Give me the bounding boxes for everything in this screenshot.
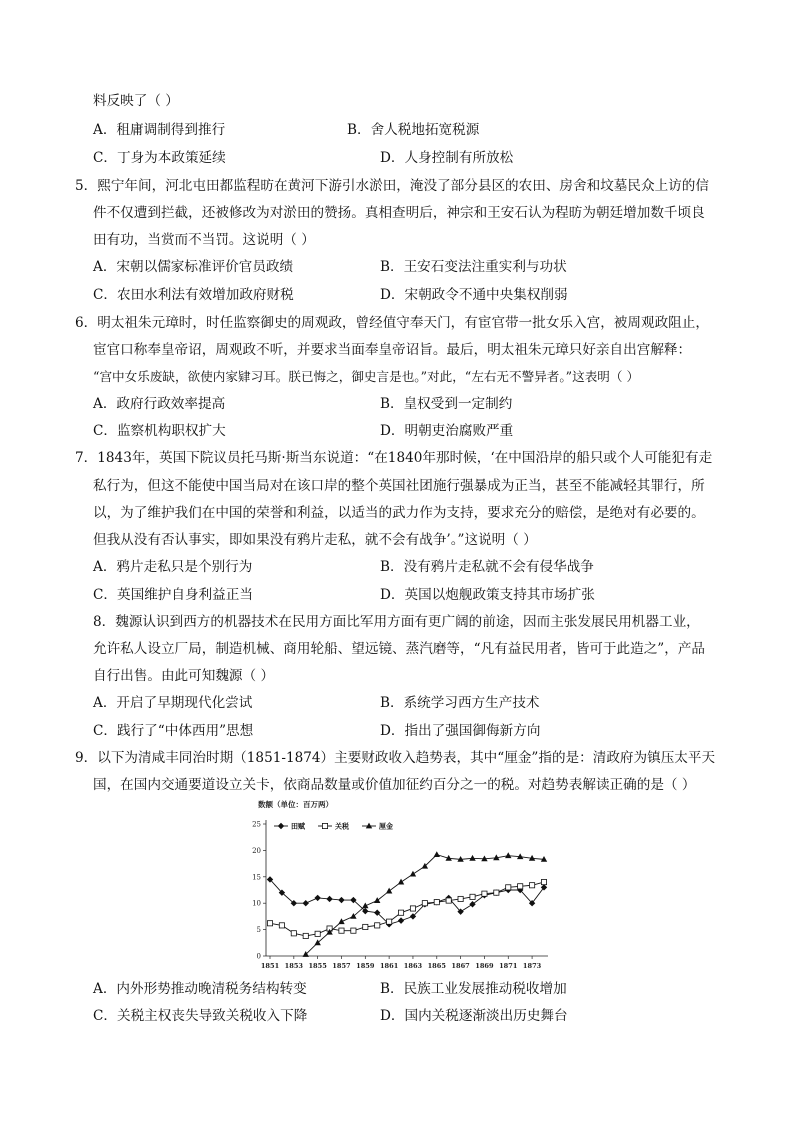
q9-option-a[interactable]: A．内外形势推动晚清税务结构转变 — [93, 981, 307, 997]
data-point-triangle — [338, 918, 344, 924]
x-tick-label: 1873 — [522, 962, 542, 970]
q7-stem-line-3: 以，为了维护我们在中国的荣誉和利益，以适当的武力作为支持，要求充分的赔偿，是绝对有必要的。 — [93, 505, 705, 521]
legend-marker-square — [322, 823, 327, 828]
q7-stem-line-1: 7．1843年，英国下院议员托马斯·斯当东说道：“在1840年那时候，‘在中国沿岸的船只或个人可能犯有走 — [75, 450, 713, 466]
q4-option-d[interactable]: D．人身控制有所放松 — [380, 150, 514, 166]
q5-option-a[interactable]: A．宋朝以儒家标准评价官员政绩 — [93, 259, 294, 275]
data-point-triangle — [410, 871, 416, 877]
x-tick-label: 1861 — [379, 962, 399, 970]
legend-label: 田赋 — [291, 821, 305, 831]
data-point-square — [470, 894, 475, 899]
q9-option-b[interactable]: B．民族工业发展推动税收增加 — [380, 981, 567, 997]
data-point-triangle — [374, 897, 380, 903]
data-point-square — [410, 906, 415, 911]
q8-option-d[interactable]: D．指出了强国御侮新方向 — [380, 723, 541, 739]
data-point-square — [518, 884, 523, 889]
data-point-square — [363, 924, 368, 929]
data-point-square — [541, 879, 546, 884]
data-point-square — [446, 898, 451, 903]
q7-option-b[interactable]: B．没有鸦片走私就不会有侵华战争 — [380, 559, 594, 575]
q8-option-a[interactable]: A．开启了早期现代化尝试 — [93, 695, 253, 711]
data-point-square — [267, 921, 272, 926]
x-tick-label: 1869 — [475, 962, 494, 970]
legend-marker-triangle — [366, 823, 372, 829]
x-tick-label: 1871 — [499, 962, 518, 970]
x-tick-label: 1863 — [403, 962, 423, 970]
q5-stem-line-2: 件不仅遭到拦截，还被修改为对淤田的赞扬。真相查明后，神宗和王安石认为程昉为朝廷增加数千顷良 — [93, 205, 705, 221]
data-point-square — [398, 910, 403, 915]
y-tick-label: 5 — [256, 926, 261, 935]
data-point-diamond — [314, 895, 320, 901]
y-tick-label: 15 — [252, 873, 261, 882]
data-point-triangle — [505, 852, 511, 858]
series-line-diamond — [270, 879, 544, 924]
q7-option-a[interactable]: A．鸦片走私只是个别行为 — [93, 559, 253, 575]
q8-option-c[interactable]: C．践行了“中体西用”思想 — [93, 723, 254, 739]
x-tick-label: 1851 — [260, 962, 280, 970]
x-tick-label: 1855 — [308, 962, 327, 970]
q4-option-a[interactable]: A．租庸调制得到推行 — [93, 122, 226, 138]
data-point-square — [339, 928, 344, 933]
series-line-square — [270, 882, 544, 936]
q6-stem-line-3: “宫中女乐废缺，欲使内家肄习耳。朕已悔之，御史言是也。”对此，“左右无不警异者。”这表明（ ） — [93, 369, 640, 384]
q8-stem-line-3: 自行出售。由此可知魏源（ ） — [93, 668, 275, 684]
data-point-square — [387, 919, 392, 924]
q7-option-d[interactable]: D．英国以炮舰政策支持其市场扩张 — [380, 587, 595, 603]
data-point-square — [434, 900, 439, 905]
legend-marker-diamond — [278, 823, 284, 829]
q8-stem-line-2: 允许私人设立厂局，制造机械、商用轮船、望远镜、蒸汽磨等，“凡有益民用者，皆可于此造之”，产品 — [93, 641, 706, 657]
y-tick-label: 25 — [252, 820, 261, 829]
q4-stem-tail: 料反映了（ ） — [93, 93, 179, 109]
q9-option-c[interactable]: C．关税主权丧失导致关税收入下降 — [93, 1008, 308, 1024]
data-point-square — [482, 891, 487, 896]
data-point-triangle — [386, 888, 392, 894]
q6-option-d[interactable]: D．明朝吏治腐败严重 — [380, 423, 514, 439]
data-point-diamond — [303, 900, 309, 906]
q7-stem-line-2: 私行为，但这不能使中国当局对在该口岸的整个英国社团施行强暴成为正当，甚至不能减轻其罪行，所 — [93, 478, 705, 494]
data-point-square — [506, 885, 511, 890]
x-tick-label: 1857 — [332, 962, 351, 970]
data-point-square — [458, 896, 463, 901]
q6-option-c[interactable]: C．监察机构职权扩大 — [93, 423, 226, 439]
data-point-triangle — [469, 855, 475, 861]
data-point-diamond — [338, 897, 344, 903]
q5-option-d[interactable]: D．宋朝政令不通中央集权削弱 — [380, 287, 568, 303]
data-point-triangle — [398, 879, 404, 885]
q6-option-b[interactable]: B．皇权受到一定制约 — [380, 396, 513, 412]
data-point-diamond — [398, 917, 404, 923]
q4-option-b[interactable]: B．舍人税地拓宽税源 — [347, 122, 480, 138]
data-point-square — [351, 928, 356, 933]
y-tick-label: 0 — [256, 952, 261, 961]
q9-option-d[interactable]: D．国内关税逐渐淡出历史舞台 — [380, 1008, 568, 1024]
x-tick-label: 1865 — [427, 962, 446, 970]
data-point-diamond — [326, 896, 332, 902]
data-point-square — [494, 890, 499, 895]
data-point-square — [315, 931, 320, 936]
data-point-square — [529, 883, 534, 888]
q8-stem-line-1: 8．魏源认识到西方的机器技术在民用方面比军用方面有更广阔的前途，因而主张发展民用机器工业， — [93, 614, 700, 630]
legend-label: 厘金 — [379, 821, 393, 831]
data-point-square — [279, 923, 284, 928]
q5-option-c[interactable]: C．农田水利法有效增加政府财税 — [93, 287, 294, 303]
q6-stem-line-1: 6．明太祖朱元璋时，时任监察御史的周观政，曾经值守奉天门，有宦官带一批女乐入宫，被周观政阻止， — [75, 315, 709, 331]
data-point-triangle — [434, 851, 440, 857]
q5-stem-line-1: 5．熙宁年间，河北屯田都监程昉在黄河下游引水淤田，淹没了部分县区的农田、房舍和坟墓民众上访的信 — [75, 178, 709, 194]
data-point-triangle — [362, 902, 368, 908]
data-point-square — [422, 901, 427, 906]
q6-stem-line-2: 宦官口称奉皇帝诏，周观政不听，并要求当面奉皇帝诏旨。最后，明太祖朱元璋只好亲自出宫解释： — [93, 342, 692, 358]
q7-stem-line-4: 但我从没有否认事实，即如果没有鸦片走私，就不会有战争’。”这说明（ ） — [93, 532, 537, 548]
q9-stem-line-1: 9．以下为清咸丰同治时期（1851-1874）主要财政收入趋势表，其中“厘金”指的是：清政府为镇压太平天 — [75, 750, 716, 766]
x-tick-label: 1859 — [356, 962, 375, 970]
x-tick-label: 1867 — [451, 962, 470, 970]
q6-option-a[interactable]: A．政府行政效率提高 — [93, 396, 226, 412]
chart-title: 数额（单位：百万两） — [258, 800, 333, 809]
q5-stem-line-3: 田有功，当赏而不当罚。这说明（ ） — [93, 232, 315, 248]
q5-option-b[interactable]: B．王安石变法注重实利与功状 — [380, 259, 567, 275]
fiscal-revenue-line-chart — [248, 796, 560, 972]
q7-option-c[interactable]: C．英国维护自身利益正当 — [93, 587, 253, 603]
q9-stem-line-2: 国，在国内交通要道设立关卡，依商品数量或价值加征约百分之一的税。对趋势表解读正确的是（ ） — [93, 777, 696, 793]
q4-option-c[interactable]: C．丁身为本政策延续 — [93, 150, 226, 166]
data-point-square — [291, 931, 296, 936]
data-point-square — [375, 923, 380, 928]
q8-option-b[interactable]: B．系统学习西方生产技术 — [380, 695, 540, 711]
y-tick-label: 20 — [252, 846, 261, 855]
y-tick-label: 10 — [252, 899, 261, 908]
data-point-square — [303, 933, 308, 938]
x-tick-label: 1853 — [284, 962, 304, 970]
legend-label: 关税 — [335, 821, 349, 831]
